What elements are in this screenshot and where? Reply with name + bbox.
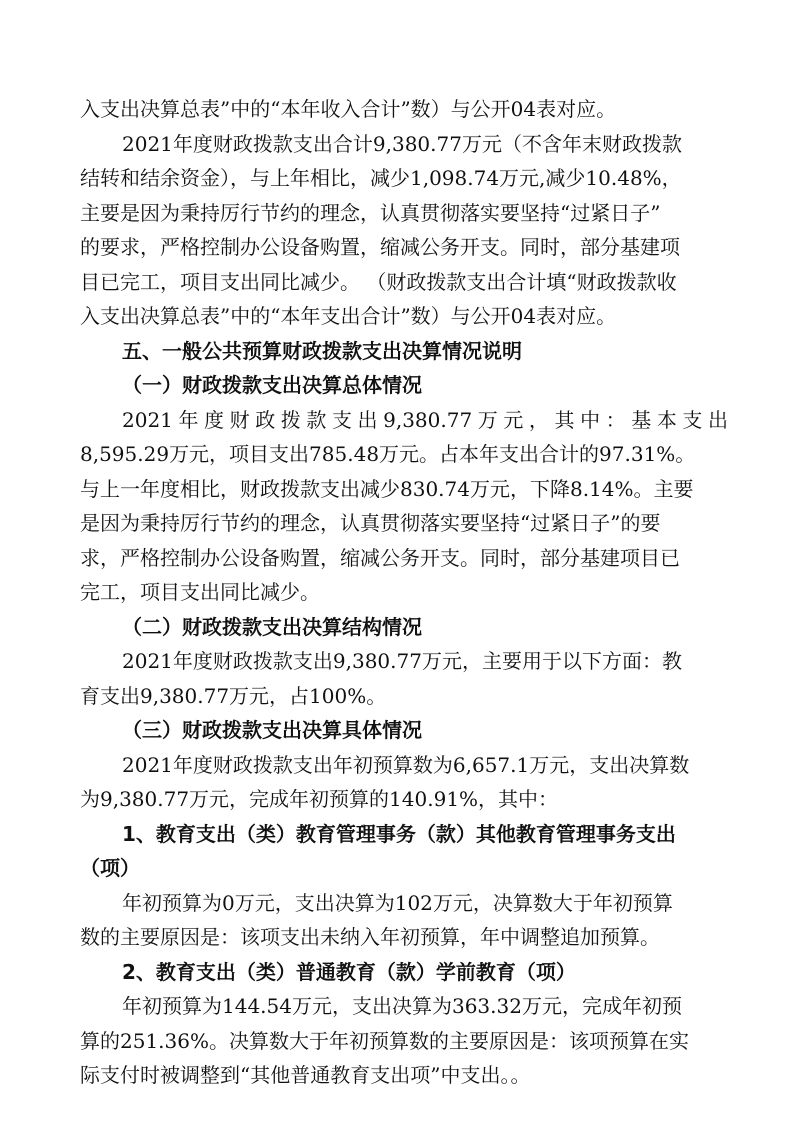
section-heading: 五、一般公共预算财政拨款支出决算情况说明 bbox=[122, 338, 522, 363]
item-heading: 1、教育支出（类）教育管理事务（款）其他教育管理事务支出 bbox=[122, 821, 676, 846]
subsection-heading: （二）财政拨款支出决算结构情况 bbox=[122, 614, 422, 639]
text-line: 是因为秉持厉行节约的理念，认真贯彻落实要坚持“过紧日子”的要 bbox=[80, 511, 661, 535]
text-line: 2021年度财政拨款支出合计9,380.77万元（不含年末财政拨款 bbox=[122, 131, 682, 156]
text-line: 育支出9,380.77万元，占100%。 bbox=[80, 683, 387, 708]
text-line: 数的主要原因是：该项支出未纳入年初预算，年中调整追加预算。 bbox=[80, 925, 660, 949]
text-line: 2021年度财政拨款支出9,380.77万元，主要用于以下方面：教 bbox=[122, 649, 682, 673]
text-line: 际支付时被调整到“其他普通教育支出项”中支出。。 bbox=[80, 1063, 531, 1087]
subsection-heading: （三）财政拨款支出决算具体情况 bbox=[122, 718, 422, 742]
text-line: 与上一年度相比，财政拨款支出减少830.74万元，下降8.14%。主要 bbox=[80, 476, 694, 501]
text-line: 入支出决算总表”中的“本年支出合计”数）与公开04表对应。 bbox=[80, 304, 617, 328]
text-line: 8,595.29万元，项目支出785.48万元。占本年支出合计的97.31%。 bbox=[80, 442, 696, 466]
text-line: 2021年度财政拨款支出9,380.77万元，其中：基本支出 bbox=[122, 407, 728, 432]
text-line: 2021年度财政拨款支出年初预算数为6,657.1万元，支出决算数 bbox=[122, 752, 690, 777]
item-heading: 2、教育支出（类）普通教育（款）学前教育（项） bbox=[122, 959, 576, 984]
subsection-heading: （一）财政拨款支出决算总体情况 bbox=[122, 373, 422, 397]
text-line: 目已完工，项目支出同比减少。 （财政拨款支出合计填“财政拨款收 bbox=[80, 269, 677, 294]
text-line: 求，严格控制办公设备购置，缩减公务开支。同时，部分基建项目已 bbox=[80, 545, 680, 570]
text-line: 为9,380.77万元，完成年初预算的140.91%，其中： bbox=[80, 787, 559, 811]
text-line: 算的251.36%。决算数大于年初预算数的主要原因是：该项预算在实 bbox=[80, 1028, 689, 1053]
item-heading-continuation: （项） bbox=[80, 856, 140, 880]
text-line: 结转和结余资金），与上年相比，减少1,098.74万元,减少10.48%， bbox=[80, 166, 682, 190]
text-line: 年初预算为0万元，支出决算为102万元，决算数大于年初预算 bbox=[122, 890, 673, 915]
text-line: 的要求，严格控制办公设备购置，缩减公务开支。同时，部分基建项 bbox=[80, 235, 680, 259]
text-line: 年初预算为144.54万元，支出决算为363.32万元，完成年初预 bbox=[122, 994, 682, 1018]
text-line: 主要是因为秉持厉行节约的理念，认真贯彻落实要坚持“过紧日子” bbox=[80, 200, 661, 225]
text-line: 入支出决算总表”中的“本年收入合计”数）与公开04表对应。 bbox=[80, 97, 617, 121]
document-page bbox=[80, 92, 728, 1093]
text-line: 完工，项目支出同比减少。 bbox=[80, 580, 320, 604]
